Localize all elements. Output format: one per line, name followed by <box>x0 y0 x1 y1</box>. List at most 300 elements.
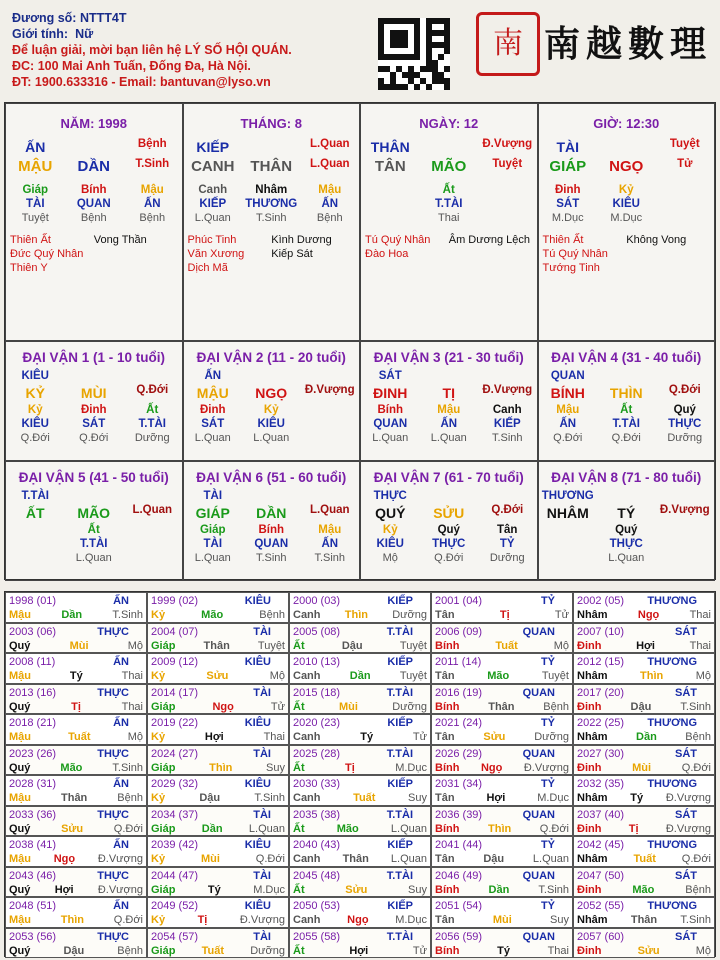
year-can: Tân <box>435 731 455 743</box>
year-cell[interactable] <box>289 836 431 867</box>
year-line-2 <box>435 791 569 805</box>
year-chi: Dậu <box>483 853 505 865</box>
pillar-title: NĂM: 1998 <box>60 116 127 131</box>
dai-van-r2-cell <box>539 537 598 551</box>
dai-van-top-star: QUAN <box>550 370 585 382</box>
star-good: Tú Quý Nhân <box>365 234 431 246</box>
year-line-1 <box>293 808 427 822</box>
year-label: 2031 (34) <box>435 778 483 790</box>
year-chi: Ngọ <box>480 761 503 774</box>
year-label: 2019 (22) <box>151 717 199 729</box>
year-cell[interactable] <box>573 867 715 898</box>
year-cell[interactable] <box>289 928 431 959</box>
pillar-top-row <box>539 137 715 157</box>
year-ts: Tuyệt <box>399 670 427 682</box>
year-label: 2006 (09) <box>435 625 483 638</box>
pillar-can-cell <box>361 183 420 197</box>
year-can: Ất <box>293 822 305 835</box>
star-bad: Kiếp Sát <box>271 248 313 260</box>
year-line-1 <box>577 777 711 791</box>
year-can: Giáp <box>151 700 176 713</box>
year-can: Canh <box>293 792 321 804</box>
year-cell[interactable] <box>573 775 715 806</box>
dai-van-row-r3 <box>6 431 182 445</box>
pillar-main-cell: MÃO <box>431 158 467 175</box>
year-label: 2022 (25) <box>577 717 625 729</box>
year-line-1 <box>9 808 143 822</box>
year-can: Kỷ <box>151 731 166 743</box>
dai-van-top <box>184 489 360 503</box>
pillar-can-cell: Mậu <box>140 184 164 196</box>
dai-van-r2-cell <box>656 537 715 551</box>
pillar-than-cell: THƯƠNG <box>245 198 298 210</box>
year-cell[interactable] <box>147 653 289 684</box>
year-label: 2029 (32) <box>151 778 199 790</box>
year-ts: Suy <box>266 761 285 774</box>
pillar-than-cell: ẤN <box>321 198 339 210</box>
year-cell[interactable] <box>147 684 289 715</box>
year-chi: Thìn <box>209 761 233 774</box>
year-cell[interactable] <box>573 714 715 745</box>
pillar-than-cell: TÀI <box>25 198 45 210</box>
year-ts: Q.Đới <box>681 761 711 774</box>
year-label: 2013 (16) <box>9 686 57 699</box>
year-cell[interactable] <box>147 897 289 928</box>
year-can: Đinh <box>577 883 602 896</box>
year-line-2 <box>9 791 143 805</box>
year-ts: T.Sinh <box>112 609 143 621</box>
year-cell[interactable] <box>573 806 715 837</box>
year-cell[interactable] <box>147 623 289 654</box>
year-cell[interactable] <box>289 684 431 715</box>
year-line-1 <box>9 838 143 852</box>
dai-van-r2-cell <box>6 537 65 551</box>
dai-van-r1-cell <box>301 403 360 417</box>
year-label: 2005 (08) <box>293 625 341 638</box>
year-star: TỶ <box>540 839 555 851</box>
year-cell[interactable] <box>5 745 147 776</box>
dai-van-top <box>361 369 537 383</box>
pillar-main-row <box>184 157 360 177</box>
year-cell[interactable] <box>289 623 431 654</box>
dai-van-r1-cell: Kỷ <box>263 404 279 416</box>
year-cell[interactable] <box>431 745 573 776</box>
pillar-than-cell <box>656 197 715 211</box>
year-star: SÁT <box>675 747 697 760</box>
year-line-2 <box>9 852 143 866</box>
year-chi: Mùi <box>69 639 89 652</box>
pillar-main-cell: DẦN <box>77 158 110 175</box>
year-cell[interactable] <box>5 684 147 715</box>
year-can: Bính <box>435 700 460 713</box>
year-cell[interactable] <box>289 592 431 623</box>
pillar-ts-cell: Bệnh <box>316 212 343 224</box>
pillar-ts-cell <box>361 211 420 225</box>
year-label: 2025 (28) <box>293 747 341 760</box>
year-line-2 <box>293 944 427 958</box>
pillar-ts-cell: Bệnh <box>80 212 107 224</box>
year-ts: Mộ <box>127 731 143 743</box>
year-cell[interactable] <box>573 653 715 684</box>
dai-van-r3-cell: Q.Đới <box>434 552 464 564</box>
year-line-2 <box>151 669 285 683</box>
year-cell[interactable] <box>289 867 431 898</box>
dai-van-r3-cell <box>656 551 715 565</box>
owner-value: NTTT4T <box>79 11 127 25</box>
year-chi: Dần <box>61 609 83 621</box>
year-can: Quý <box>9 883 31 896</box>
dai-van-row-r2 <box>539 417 715 431</box>
year-ts: Q.Đới <box>681 853 711 865</box>
dai-van-r1-cell: Đinh <box>80 404 107 416</box>
dai-van-r3-cell: Q.Đới <box>79 432 109 444</box>
year-ts: Dưỡng <box>392 609 427 621</box>
pillar-can-row <box>6 183 182 197</box>
pillar-can-cell: Kỷ <box>618 184 634 196</box>
dai-van-r1-cell: Giáp <box>199 524 226 536</box>
year-label: 2040 (43) <box>293 839 341 851</box>
year-cell[interactable] <box>573 745 715 776</box>
year-label: 2030 (33) <box>293 778 341 790</box>
pillar-top-cell: Đ.Vượng <box>482 138 533 150</box>
year-can: Mậu <box>9 853 31 865</box>
dai-van-can: ĐINH <box>373 385 408 401</box>
dai-van-top-star: SÁT <box>378 370 402 382</box>
year-chi: Thân <box>488 700 515 713</box>
pillar-can-cell: Đinh <box>554 184 581 196</box>
year-label: 2028 (31) <box>9 778 57 790</box>
year-chi: Hợi <box>486 792 506 804</box>
year-cell[interactable] <box>431 653 573 684</box>
year-chi: Tuất <box>353 792 376 804</box>
year-cell[interactable] <box>431 836 573 867</box>
qr-module <box>444 84 450 90</box>
year-can: Bính <box>435 883 460 896</box>
dai-van-r3-cell: Dưỡng <box>134 432 170 444</box>
year-cell[interactable] <box>147 745 289 776</box>
year-line-2 <box>577 913 711 927</box>
dai-van-r1-cell: Ất <box>620 404 633 416</box>
year-line-1 <box>435 716 569 730</box>
year-cell[interactable] <box>289 806 431 837</box>
year-line-2 <box>435 730 569 744</box>
year-can: Nhâm <box>577 731 608 743</box>
pillar-ts-cell: Tuyệt <box>21 212 49 224</box>
dai-van-r1-cell: Mậu <box>556 404 580 416</box>
pillar-ts-cell <box>656 211 715 225</box>
dai-van-ts: L.Quan <box>309 504 350 516</box>
year-line-2 <box>151 883 285 897</box>
year-cell[interactable] <box>5 592 147 623</box>
dai-van-cell <box>360 341 538 461</box>
year-star: KIÊU <box>244 717 271 729</box>
year-ts: T.Sinh <box>254 792 285 804</box>
year-line-1 <box>435 808 569 822</box>
year-cell[interactable] <box>5 836 147 867</box>
year-chi: Tuất <box>633 853 656 865</box>
year-star: TỶ <box>540 595 555 607</box>
year-chi: Sửu <box>637 944 660 957</box>
dai-van-ts: Đ.Vượng <box>482 384 533 396</box>
year-cell[interactable] <box>431 897 573 928</box>
year-cell[interactable] <box>573 928 715 959</box>
year-cell[interactable] <box>431 928 573 959</box>
dai-van-row-r1 <box>184 523 360 537</box>
dai-van-cell <box>538 461 716 581</box>
year-line-1 <box>435 838 569 852</box>
year-line-2 <box>435 700 569 714</box>
year-line-2 <box>577 608 711 622</box>
year-label: 2037 (40) <box>577 808 625 821</box>
year-cell[interactable] <box>289 897 431 928</box>
year-label: 2045 (48) <box>293 869 341 882</box>
pillar-can-cell: Ất <box>442 184 455 196</box>
year-cell[interactable] <box>5 714 147 745</box>
dai-van-r3-cell <box>539 551 598 565</box>
year-chi: Thân <box>342 853 369 865</box>
year-label: 2012 (15) <box>577 656 625 668</box>
dai-van-can: NHÂM <box>546 505 589 521</box>
year-ts: Bệnh <box>543 700 569 713</box>
year-cell[interactable] <box>5 867 147 898</box>
owner-label: Đương số: <box>12 11 77 25</box>
year-cell[interactable] <box>289 653 431 684</box>
dai-van-ts: Q.Đới <box>668 384 701 396</box>
contact-line: Để luận giải, mời bạn liên hệ LÝ SỐ HỘI QUÁN. <box>12 43 292 57</box>
dai-van-r2-cell: ẤN <box>440 418 458 430</box>
phone-email-line[interactable]: ĐT: 1900.633316 - Email: bantuvan@lyso.vn <box>12 75 271 89</box>
year-cell[interactable] <box>431 623 573 654</box>
year-cell[interactable] <box>431 806 573 837</box>
year-cell[interactable] <box>289 775 431 806</box>
year-cell[interactable] <box>5 775 147 806</box>
year-star: THỰC <box>97 869 129 882</box>
year-label: 2050 (53) <box>293 900 341 912</box>
qr-code-icon[interactable] <box>378 18 450 90</box>
year-cell[interactable] <box>573 684 715 715</box>
year-line-1 <box>293 838 427 852</box>
year-star: TÀI <box>253 747 271 760</box>
dai-van-title: ĐẠI VẬN 7 (61 - 70 tuổi) <box>373 470 524 485</box>
pillar-main-cell: GIÁP <box>549 158 587 175</box>
pillar-than-row <box>6 197 182 211</box>
year-cell[interactable] <box>431 775 573 806</box>
year-line-1 <box>577 899 711 913</box>
year-line-2 <box>435 669 569 683</box>
dai-van-ts: Đ.Vượng <box>659 504 710 516</box>
year-ts: Thai <box>547 944 569 957</box>
year-star: TỶ <box>540 778 555 790</box>
dai-van-r3-cell: Dưỡng <box>489 552 525 564</box>
year-label: 2039 (42) <box>151 839 199 851</box>
dai-van-row-r1 <box>539 523 715 537</box>
year-star: KIÊU <box>244 656 271 668</box>
year-label: 2035 (38) <box>293 808 341 821</box>
year-star: T.TÀI <box>386 930 413 943</box>
dai-van-row-r3 <box>361 431 537 445</box>
dai-van-r3-cell: L.Quan <box>372 432 409 444</box>
dai-van-r2-cell: THỰC <box>432 538 466 550</box>
star-good: Tướng Tinh <box>542 262 600 274</box>
year-cell[interactable] <box>147 592 289 623</box>
pillar-top-row <box>184 137 360 157</box>
year-line-2 <box>9 608 143 622</box>
star-good: Dịch Mã <box>187 262 228 274</box>
year-cell[interactable] <box>5 806 147 837</box>
year-line-1 <box>293 777 427 791</box>
dai-van-r3-cell: L.Quan <box>253 432 290 444</box>
year-line-2 <box>151 700 285 714</box>
year-chi: Mùi <box>338 700 358 713</box>
year-cell[interactable] <box>573 623 715 654</box>
pillar-main-cell: TÂN <box>374 158 406 175</box>
year-cell[interactable] <box>147 775 289 806</box>
year-can: Ất <box>293 700 305 713</box>
dai-van-r2-cell: QUAN <box>373 418 408 430</box>
year-line-1 <box>435 899 569 913</box>
year-cell[interactable] <box>5 897 147 928</box>
star-bad: Kình Dương <box>271 234 332 246</box>
year-star: T.TÀI <box>386 686 413 699</box>
year-line-2 <box>577 761 711 775</box>
year-line-2 <box>9 700 143 714</box>
year-line-2 <box>293 730 427 744</box>
year-can: Bính <box>435 944 460 957</box>
year-line-2 <box>151 608 285 622</box>
year-line-2 <box>577 669 711 683</box>
dai-van-main <box>6 503 182 523</box>
dai-van-top-star: ẤN <box>204 370 222 382</box>
year-label: 2004 (07) <box>151 625 199 638</box>
year-cell[interactable] <box>289 745 431 776</box>
year-line-1 <box>435 686 569 700</box>
year-cell[interactable] <box>147 714 289 745</box>
year-ts: Q.Đới <box>113 914 143 926</box>
year-ts: Thai <box>263 731 285 743</box>
year-star: ẤN <box>113 900 129 912</box>
pillar-than-cell: ẤN <box>143 198 161 210</box>
year-label: 2007 (10) <box>577 625 625 638</box>
year-cell[interactable] <box>573 897 715 928</box>
year-cell[interactable] <box>5 928 147 959</box>
dai-van-r1-cell <box>656 523 715 537</box>
dai-van-r2-cell: T.TÀI <box>80 538 108 550</box>
dai-van-r3-cell <box>6 551 65 565</box>
dai-van-can: BÍNH <box>550 385 585 401</box>
dai-van-row-r2 <box>539 537 715 551</box>
year-can: Mậu <box>9 731 31 743</box>
year-line-1 <box>577 686 711 700</box>
dai-van-row-r3 <box>6 551 182 565</box>
dai-van-cell <box>183 341 361 461</box>
star-good: Văn Xương <box>187 248 245 260</box>
year-line-1 <box>577 808 711 822</box>
dai-van-row-r1 <box>539 403 715 417</box>
year-ts: Bệnh <box>685 731 711 743</box>
year-cell[interactable] <box>147 867 289 898</box>
pillar-cell <box>360 103 538 341</box>
year-cell[interactable] <box>431 684 573 715</box>
year-can: Giáp <box>151 944 176 957</box>
year-line-2 <box>435 822 569 836</box>
year-chi: Hợi <box>204 731 224 743</box>
year-chi: Tuất <box>495 639 518 652</box>
year-star: THƯƠNG <box>647 595 697 607</box>
year-line-1 <box>9 930 143 944</box>
year-label: 2034 (37) <box>151 808 199 821</box>
pillar-can-cell <box>478 183 537 197</box>
year-cell[interactable] <box>431 592 573 623</box>
year-star: THỰC <box>97 930 129 943</box>
year-line-2 <box>293 669 427 683</box>
dai-van-r1-cell: Mậu <box>437 404 461 416</box>
dai-van-r1-cell: Canh <box>492 404 522 416</box>
dai-van-can: ẤT <box>25 505 45 521</box>
year-can: Đinh <box>577 700 602 713</box>
dai-van-row-r1 <box>184 403 360 417</box>
pillar-than-row <box>184 197 360 211</box>
pillar-can-cell: Nhâm <box>255 184 288 196</box>
year-star: SÁT <box>675 930 697 943</box>
dai-van-top-star: T.TÀI <box>21 490 49 502</box>
year-line-2 <box>435 852 569 866</box>
dai-van-row-r2 <box>6 537 182 551</box>
dai-van-title: ĐẠI VẬN 6 (51 - 60 tuổi) <box>196 470 347 485</box>
pillar-than-cell: KIẾP <box>199 198 227 210</box>
year-cell[interactable] <box>573 836 715 867</box>
pillar-than-cell: SÁT <box>556 198 580 210</box>
year-cell[interactable] <box>147 806 289 837</box>
year-cell[interactable] <box>573 592 715 623</box>
year-cell[interactable] <box>5 623 147 654</box>
year-star: KIẾP <box>387 839 413 851</box>
pillar-can-cell: Canh <box>198 184 228 196</box>
year-cell[interactable] <box>147 928 289 959</box>
year-line-1 <box>293 899 427 913</box>
pillar-title: NGÀY: 12 <box>419 116 479 131</box>
year-label: 2033 (36) <box>9 808 57 821</box>
year-line-1 <box>577 838 711 852</box>
year-can: Ất <box>293 639 305 652</box>
year-can: Đinh <box>577 761 602 774</box>
year-can: Mậu <box>9 792 31 804</box>
year-chi: Tý <box>630 792 644 804</box>
year-cell[interactable] <box>431 867 573 898</box>
year-cell[interactable] <box>289 714 431 745</box>
year-chi: Sửu <box>206 670 229 682</box>
year-line-1 <box>9 716 143 730</box>
year-chi: Ngọ <box>637 609 660 621</box>
year-chi: Dần <box>636 731 657 743</box>
year-line-2 <box>9 639 143 653</box>
dai-van-r3-cell: T.Sinh <box>255 552 287 564</box>
year-line-1 <box>151 869 285 883</box>
year-cell[interactable] <box>147 836 289 867</box>
year-ts: Q.Đới <box>539 822 569 835</box>
stars-good <box>10 233 94 275</box>
year-cell[interactable] <box>431 714 573 745</box>
dai-van-r2-cell: SÁT <box>201 418 225 430</box>
year-star: KIÊU <box>244 778 271 790</box>
year-line-2 <box>151 822 285 836</box>
pillar-top-cell: Bệnh <box>137 138 167 150</box>
year-line-1 <box>151 655 285 669</box>
year-label: 2032 (35) <box>577 778 625 790</box>
year-ts: Đ.Vượng <box>665 822 711 835</box>
pillar-cell <box>538 103 716 341</box>
year-cell[interactable] <box>5 653 147 684</box>
pillar-ts-cell: M.Dục <box>610 212 643 224</box>
